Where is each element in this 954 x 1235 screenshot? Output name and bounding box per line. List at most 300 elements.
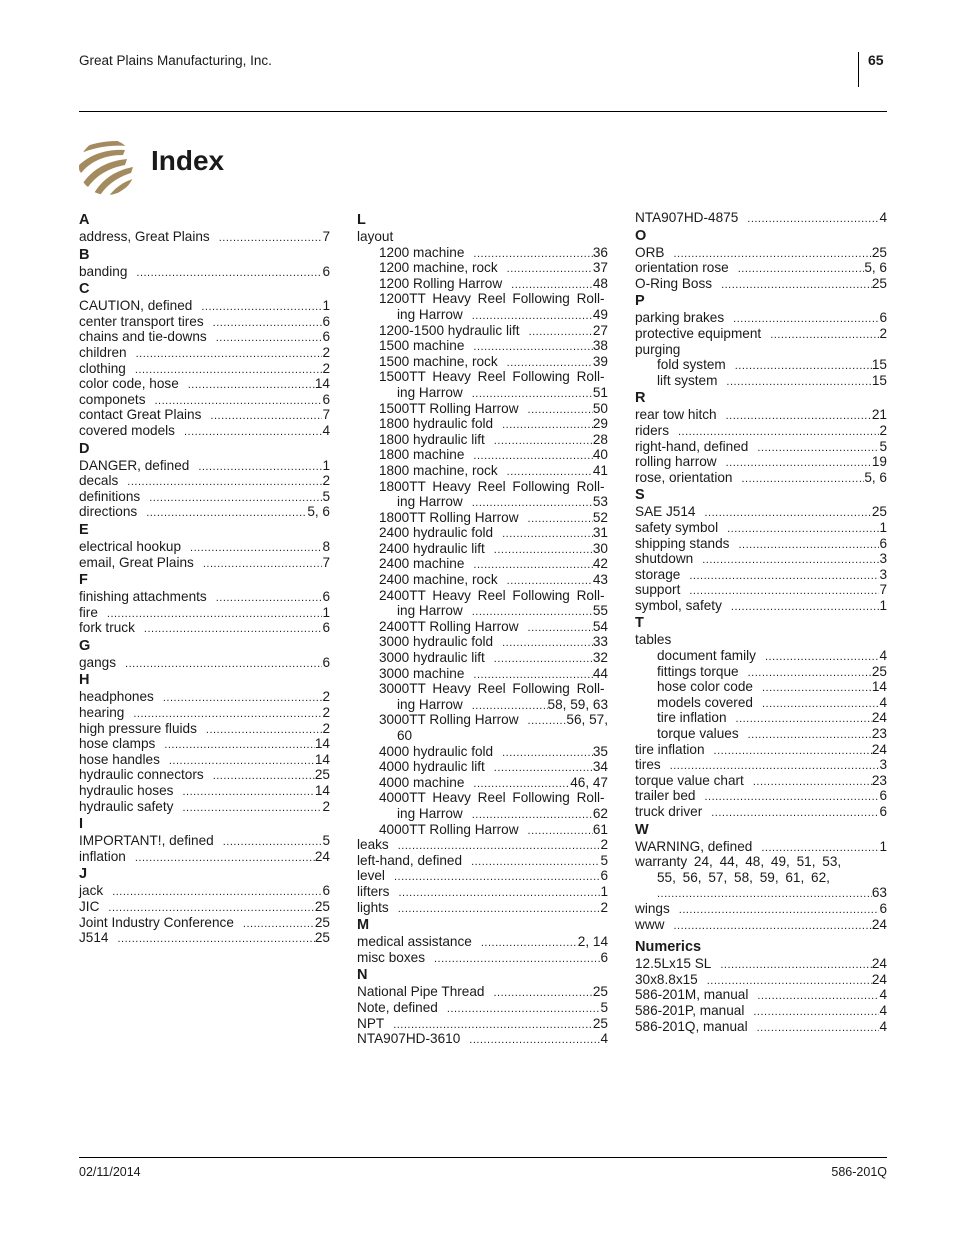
index-page-ref: 40 xyxy=(592,447,608,463)
index-term: 2400TT Rolling Harrow xyxy=(379,618,519,634)
index-entry xyxy=(357,884,608,900)
index-entry xyxy=(79,489,330,505)
index-term: right-hand, defined xyxy=(635,438,749,454)
index-page-ref: 23 xyxy=(871,772,887,788)
dot-leader xyxy=(528,403,593,419)
index-entry xyxy=(79,345,330,361)
index-entry xyxy=(357,603,608,619)
index-entry xyxy=(635,742,887,758)
index-term: NTA907HD-3610 xyxy=(357,1031,461,1047)
dot-leader xyxy=(398,902,601,918)
index-term: SAE J514 xyxy=(635,504,696,520)
index-entry-wrapped-text: 1800TT Heavy Reel Following Roll- xyxy=(379,478,605,494)
index-subentry xyxy=(357,712,608,728)
index-term: covered models xyxy=(79,422,175,438)
index-entry xyxy=(79,783,330,799)
index-term: ORB xyxy=(635,244,665,260)
dot-leader xyxy=(471,855,600,871)
index-subentry xyxy=(357,276,608,292)
index-term: lifters xyxy=(357,883,390,899)
index-page-ref: 2 xyxy=(879,422,887,438)
index-entry xyxy=(635,773,887,789)
index-page-ref: 5 xyxy=(322,488,330,504)
dot-leader xyxy=(704,506,871,522)
index-letter-heading: O xyxy=(635,227,647,244)
index-page-ref: 2 xyxy=(879,325,887,341)
index-page-ref: 1 xyxy=(879,838,887,854)
dot-leader xyxy=(735,359,872,375)
header-company: Great Plains Manufacturing, Inc. xyxy=(79,53,272,68)
index-term: 1800 hydraulic lift xyxy=(379,431,485,447)
index-term: 4000 machine xyxy=(379,774,465,790)
index-column-2 xyxy=(357,210,608,1047)
index-subentry xyxy=(357,323,608,339)
index-page-ref: 25 xyxy=(871,275,887,291)
footer-rule xyxy=(79,1157,887,1158)
index-page-ref: 25 xyxy=(871,244,887,260)
index-page-ref: 48 xyxy=(592,275,608,291)
index-term: jack xyxy=(79,883,104,899)
index-page-ref: 6 xyxy=(322,654,330,670)
index-entry xyxy=(635,901,887,917)
index-entry xyxy=(635,804,887,820)
index-term: gangs xyxy=(79,654,117,670)
index-term: rear tow hitch xyxy=(635,407,717,423)
index-page-ref: 24 xyxy=(871,916,887,932)
index-term: torque value chart xyxy=(635,772,744,788)
index-entry xyxy=(79,605,330,621)
index-page-ref: 54 xyxy=(592,618,608,634)
index-subentry xyxy=(357,572,608,588)
page-number: 65 xyxy=(868,52,884,68)
index-page-ref: 14 xyxy=(871,679,887,695)
index-page-ref: 63 xyxy=(871,885,887,901)
dot-leader xyxy=(398,886,600,902)
index-entry-wrapped-text: 60 xyxy=(397,728,413,743)
index-term: tables xyxy=(635,632,672,648)
index-page-ref: 39 xyxy=(592,353,608,369)
header-divider xyxy=(858,52,859,87)
index-page-ref: 6 xyxy=(879,788,887,804)
dot-leader xyxy=(146,506,307,522)
index-term: fork truck xyxy=(79,620,135,636)
index-term: fittings torque xyxy=(657,663,739,679)
index-term: NPT xyxy=(357,1015,385,1031)
index-entry xyxy=(79,376,330,392)
index-term: hose handles xyxy=(79,751,160,767)
index-page-ref: 32 xyxy=(592,650,608,666)
index-term: 4000TT Rolling Harrow xyxy=(379,821,519,837)
index-entry xyxy=(79,705,330,721)
index-term: NTA907HD-4875 xyxy=(635,210,739,225)
dot-leader xyxy=(494,434,593,450)
index-term: purging xyxy=(635,341,681,357)
dot-leader xyxy=(135,851,315,867)
index-entry xyxy=(635,439,887,455)
index-page-ref: 25 xyxy=(314,767,330,783)
index-letter-heading: B xyxy=(79,246,90,263)
index-term: parking brakes xyxy=(635,310,725,326)
index-term: children xyxy=(79,344,127,360)
index-entry xyxy=(635,454,887,470)
index-term: 1200 machine, rock xyxy=(379,260,498,276)
dot-leader xyxy=(757,441,879,457)
dot-leader xyxy=(502,527,593,543)
index-letter-heading: I xyxy=(79,816,84,833)
index-page-ref: 6 xyxy=(879,900,887,916)
index-term: 1200-1500 hydraulic lift xyxy=(379,322,520,338)
index-entry xyxy=(79,473,330,489)
dot-leader xyxy=(704,790,879,806)
index-page-ref: 6 xyxy=(322,589,330,605)
index-entry-wrapped-text: warranty 24, 44, 48, 49, 51, 53, xyxy=(635,854,842,870)
index-entry xyxy=(635,788,887,804)
index-term: high pressure fluids xyxy=(79,720,197,736)
index-term: 2400 machine xyxy=(379,556,465,572)
dot-leader xyxy=(494,652,593,668)
index-subentry xyxy=(357,541,608,557)
dot-leader xyxy=(738,538,879,554)
dot-leader xyxy=(502,418,593,434)
index-entry xyxy=(635,1019,887,1035)
index-term: 1500 machine, rock xyxy=(379,353,498,369)
index-page-ref: 5 xyxy=(600,999,608,1015)
index-subentry xyxy=(635,726,887,742)
dot-leader xyxy=(144,622,323,638)
index-entry xyxy=(635,551,887,567)
index-term: clothing xyxy=(79,360,126,376)
index-subentry xyxy=(357,556,608,572)
index-entry xyxy=(357,1031,608,1047)
index-page-ref: 14 xyxy=(314,376,330,392)
index-letter-heading: L xyxy=(357,212,366,228)
dot-leader xyxy=(149,491,322,507)
index-page-ref: 38 xyxy=(592,338,608,354)
index-page-ref: 58, 59, 63 xyxy=(547,696,608,712)
index-term: 3000TT Rolling Harrow xyxy=(379,712,519,728)
index-term: ing Harrow xyxy=(397,805,463,821)
index-page-ref: 53 xyxy=(592,494,608,510)
index-term: 2400 machine, rock xyxy=(379,572,498,588)
dot-leader xyxy=(731,600,880,616)
dot-leader xyxy=(112,885,322,901)
index-subentry xyxy=(357,245,608,261)
dot-leader xyxy=(184,425,322,441)
index-entry xyxy=(79,655,330,671)
index-entry xyxy=(635,260,887,276)
index-term: lift system xyxy=(657,372,718,388)
index-page-ref: 14 xyxy=(314,736,330,752)
dot-leader xyxy=(528,714,567,730)
index-page-ref: 25 xyxy=(871,663,887,679)
index-entry xyxy=(357,494,608,510)
index-entry xyxy=(79,833,330,849)
index-column-1 xyxy=(79,210,330,946)
index-page-ref: 2 xyxy=(600,899,608,915)
index-entry xyxy=(635,423,887,439)
index-term: torque values xyxy=(657,726,739,742)
index-entry xyxy=(635,276,887,292)
index-page-ref: 4 xyxy=(879,694,887,710)
index-term: 1500TT Rolling Harrow xyxy=(379,400,519,416)
index-subentry xyxy=(357,775,608,791)
index-letter-heading: F xyxy=(79,572,88,589)
index-entry-wrapped-text: 1500TT Heavy Reel Following Roll- xyxy=(379,369,605,385)
dot-leader xyxy=(117,932,314,948)
index-page-ref: 1 xyxy=(322,457,330,473)
index-subentry xyxy=(635,679,887,695)
index-entry-heading xyxy=(635,632,887,648)
index-page-ref: 25 xyxy=(314,914,330,930)
index-term: JIC xyxy=(79,899,100,914)
page-title: Index xyxy=(151,145,225,176)
dot-leader xyxy=(738,262,865,278)
index-entry xyxy=(635,536,887,552)
index-page-ref: 4 xyxy=(879,210,887,225)
index-page-ref: 56, 57, xyxy=(566,712,608,728)
index-entry-wrapped-text: 55, 56, 57, 58, 59, 61, 62, xyxy=(657,869,830,885)
dot-leader xyxy=(125,657,322,673)
index-entry xyxy=(79,458,330,474)
index-subentry xyxy=(357,463,608,479)
index-term: finishing attachments xyxy=(79,589,207,605)
dot-leader xyxy=(219,231,323,247)
index-term: address, Great Plains xyxy=(79,229,210,244)
index-subentry xyxy=(357,525,608,541)
index-entry xyxy=(79,589,330,605)
dot-leader xyxy=(190,541,322,557)
index-numerics-heading: Numerics xyxy=(635,939,702,956)
index-term: ing Harrow xyxy=(397,603,463,619)
index-term: hearing xyxy=(79,705,125,721)
index-entry xyxy=(635,956,887,972)
index-term: riders xyxy=(635,422,669,438)
index-page-ref: 4 xyxy=(879,1018,887,1034)
index-page-ref: 3 xyxy=(879,551,887,567)
index-page-ref: 2 xyxy=(322,360,330,376)
dot-leader xyxy=(689,569,879,585)
index-letter-heading: M xyxy=(357,917,370,934)
index-entry-wrapped-text: 3000TT Heavy Reel Following Roll- xyxy=(379,681,605,697)
index-entry xyxy=(635,210,887,226)
dot-leader xyxy=(213,769,315,785)
index-page-ref: 6 xyxy=(879,310,887,326)
index-letter-heading: J xyxy=(79,866,88,883)
dot-leader xyxy=(757,989,879,1005)
index-term: misc boxes xyxy=(357,949,425,965)
index-page-ref: 46, 47 xyxy=(570,774,608,790)
index-page-ref: 35 xyxy=(592,743,608,759)
dot-leader xyxy=(726,456,872,472)
index-page-ref: 5, 6 xyxy=(864,260,887,276)
index-page-ref: 41 xyxy=(592,462,608,478)
index-term: hydraulic hoses xyxy=(79,783,174,799)
index-entry-wrapped-text: 2400TT Heavy Reel Following Roll- xyxy=(379,587,605,603)
index-page-ref: 27 xyxy=(592,322,608,338)
dot-leader xyxy=(720,958,872,974)
index-term: wings xyxy=(635,900,670,916)
index-entry xyxy=(79,620,330,636)
index-page-ref: 14 xyxy=(314,783,330,799)
index-page-ref: 4 xyxy=(879,987,887,1003)
index-term: O-Ring Boss xyxy=(635,275,713,291)
index-page-ref: 24 xyxy=(871,971,887,987)
index-page-ref: 24 xyxy=(871,741,887,757)
dot-leader xyxy=(216,331,323,347)
index-page-ref: 6 xyxy=(600,868,608,884)
dot-leader xyxy=(748,728,872,744)
index-subentry xyxy=(635,373,887,389)
index-letter-heading: H xyxy=(79,672,90,689)
index-entry xyxy=(79,329,330,345)
index-page-ref: 15 xyxy=(871,357,887,373)
footer-date: 02/11/2014 xyxy=(79,1165,141,1179)
great-plains-logo-icon xyxy=(77,137,137,197)
dot-leader xyxy=(210,409,322,425)
index-entry xyxy=(79,899,330,915)
index-page-ref: 6 xyxy=(322,263,330,279)
index-entry xyxy=(79,752,330,768)
dot-leader xyxy=(726,409,872,425)
index-term: directions xyxy=(79,504,138,520)
dot-leader xyxy=(394,870,600,886)
index-page-ref: 25 xyxy=(592,984,608,1000)
index-page-ref: 6 xyxy=(879,804,887,819)
index-entry xyxy=(79,767,330,783)
dot-leader xyxy=(736,712,872,728)
index-page-ref: 62 xyxy=(592,805,608,821)
index-page-ref: 49 xyxy=(592,306,608,322)
dot-leader xyxy=(762,681,872,697)
index-page-ref: 5 xyxy=(600,852,608,868)
dot-leader xyxy=(136,266,322,282)
index-term: ing Harrow xyxy=(397,494,463,510)
index-entry xyxy=(79,721,330,737)
index-page-ref: 43 xyxy=(592,572,608,588)
index-page-ref: 1 xyxy=(322,604,330,620)
index-entry xyxy=(79,392,330,408)
index-term: WARNING, defined xyxy=(635,838,753,854)
index-entry xyxy=(357,806,608,822)
index-term: hose clamps xyxy=(79,736,156,752)
index-term: lights xyxy=(357,899,389,915)
index-term: rose, orientation xyxy=(635,469,733,485)
index-term: models covered xyxy=(657,694,753,710)
header-rule xyxy=(79,111,887,112)
index-term: 2400 hydraulic fold xyxy=(379,525,494,541)
index-term: headphones xyxy=(79,689,154,705)
index-page-ref: 29 xyxy=(592,416,608,432)
index-term: 586-201M, manual xyxy=(635,987,749,1003)
index-entry xyxy=(357,307,608,323)
index-page-ref: 4 xyxy=(879,648,887,664)
index-entry xyxy=(79,229,330,245)
index-page-ref: 44 xyxy=(592,665,608,681)
index-page-ref: 24 xyxy=(314,848,330,864)
index-term: truck driver xyxy=(635,804,703,819)
index-subentry xyxy=(357,634,608,650)
dot-leader xyxy=(679,903,880,919)
index-subentry xyxy=(357,650,608,666)
index-page-ref: 6 xyxy=(879,535,887,551)
index-entry xyxy=(79,298,330,314)
index-page-ref: 5, 6 xyxy=(864,469,887,485)
index-entry xyxy=(357,1000,608,1016)
index-entry xyxy=(79,736,330,752)
index-term: ing Harrow xyxy=(397,696,463,712)
index-entry-heading xyxy=(635,342,887,358)
index-page-ref: 6 xyxy=(322,620,330,636)
index-term: 1200 machine xyxy=(379,244,465,260)
index-entry xyxy=(635,326,887,342)
index-entry xyxy=(79,264,330,280)
dot-leader xyxy=(223,835,323,851)
index-entry xyxy=(79,689,330,705)
index-term: support xyxy=(635,582,681,598)
index-entry xyxy=(79,407,330,423)
dot-leader xyxy=(494,543,593,559)
dot-leader xyxy=(216,591,323,607)
index-page-ref: 2 xyxy=(322,705,330,721)
footer-doc-id: 586-201Q xyxy=(831,1165,887,1179)
index-term: rolling harrow xyxy=(635,454,717,470)
dot-leader xyxy=(203,557,323,573)
index-letter-heading: A xyxy=(79,212,90,228)
index-term: 586-201P, manual xyxy=(635,1002,745,1018)
index-page-ref: 14 xyxy=(314,751,330,767)
index-term: Joint Industry Conference xyxy=(79,914,234,930)
index-term: 586-201Q, manual xyxy=(635,1018,748,1034)
dot-leader xyxy=(762,697,879,713)
index-page-ref: 8 xyxy=(322,538,330,554)
index-term: inflation xyxy=(79,848,126,864)
index-page-ref: 2 xyxy=(322,473,330,489)
dot-leader xyxy=(721,278,872,294)
index-entry xyxy=(635,504,887,520)
index-subentry xyxy=(357,666,608,682)
index-letter-heading: T xyxy=(635,615,644,632)
index-term: chains and tie-downs xyxy=(79,329,207,345)
index-page-ref: 6 xyxy=(322,329,330,345)
dot-leader xyxy=(493,986,592,1002)
index-term: level xyxy=(357,868,385,884)
index-term: shutdown xyxy=(635,551,694,567)
index-letter-heading: W xyxy=(635,821,649,838)
index-letter-heading: P xyxy=(635,293,645,310)
index-term: definitions xyxy=(79,488,141,504)
index-page-ref: 37 xyxy=(592,260,608,276)
index-page-ref: 6 xyxy=(322,883,330,899)
dot-leader xyxy=(127,475,322,491)
dot-leader xyxy=(741,472,864,488)
index-entry xyxy=(79,930,330,946)
index-term: www xyxy=(635,916,665,932)
index-page-ref: 61 xyxy=(592,821,608,837)
dot-leader xyxy=(243,917,315,933)
index-entry xyxy=(357,1016,608,1032)
index-page-ref: 21 xyxy=(871,407,887,423)
index-term: hydraulic safety xyxy=(79,798,174,814)
dot-leader xyxy=(747,212,879,228)
index-page-ref: 25 xyxy=(314,899,330,914)
index-subentry xyxy=(357,759,608,775)
index-letter-heading: E xyxy=(79,521,89,538)
index-entry xyxy=(635,987,887,1003)
index-column-3 xyxy=(635,210,887,1034)
dot-leader xyxy=(502,746,593,762)
index-page-ref: 34 xyxy=(592,759,608,775)
index-entry xyxy=(635,598,887,614)
